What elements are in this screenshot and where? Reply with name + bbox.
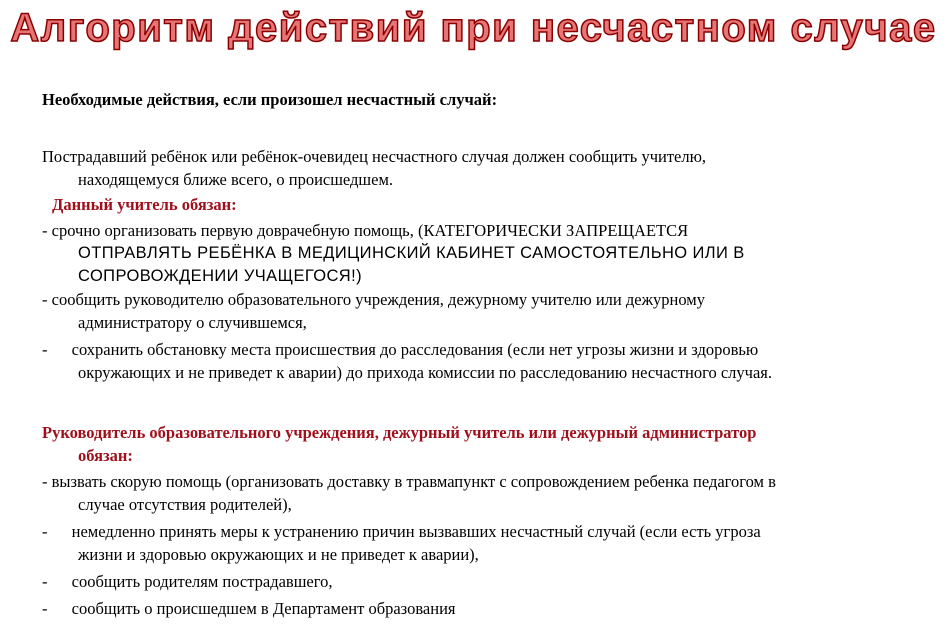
teacher-duty-1-line3: СОПРОВОЖДЕНИИ УЧАЩЕГОСЯ!) (78, 267, 362, 285)
teacher-heading-text: Данный учитель обязан: (52, 195, 237, 214)
head-duty-1-line1: вызвать скорую помощь (организовать доставку в травмапункт с сопровождением ребенка педагогом в (51, 472, 776, 491)
report-rule-line1: Пострадавший ребёнок или ребёнок-очевидец несчастного случая должен сообщить учителю, (42, 147, 707, 166)
head-duty-item (42, 520, 922, 566)
teacher-duty-1-line2: ОТПРАВЛЯТЬ РЕБЁНКА В МЕДИЦИНСКИЙ КАБИНЕТ САМОСТОЯТЕЛЬНО ИЛИ В (78, 244, 745, 262)
head-duty-4-line1: сообщить о происшедшем в Департамент образования (71, 599, 456, 618)
intro-heading-text: Необходимые действия, если произошел несчастный случай: (42, 90, 498, 109)
head-duty-3-line1: сообщить родителям пострадавшего, (71, 572, 333, 591)
head-duty-item (42, 570, 922, 593)
list-dash: - (42, 572, 48, 591)
head-duty-2-line2: жизни и здоровью окружающих и не приведет к аварии), (78, 545, 479, 564)
list-dash: - (42, 340, 48, 359)
head-heading-line1: Руководитель образовательного учреждения, дежурный учитель или дежурный администратор (42, 423, 757, 442)
teacher-duty-item (42, 288, 922, 334)
head-duty-item (42, 597, 922, 620)
teacher-duties-list (42, 219, 922, 384)
slide-title: Алгоритм действий при несчастном случае (10, 6, 937, 50)
teacher-duty-3-line2: окружающих и не приведет к аварии) до прихода комиссии по расследованию несчастного случая. (78, 363, 773, 382)
teacher-duty-2-line1: сообщить руководителю образовательного учреждения, дежурному учителю или дежурному (51, 290, 705, 309)
list-dash: - (42, 290, 48, 309)
teacher-duty-item (42, 338, 922, 384)
teacher-duty-item (42, 219, 922, 288)
report-rule (42, 145, 922, 191)
head-duty-2-line1: немедленно принять меры к устранению причин вызвавших несчастный случай (если есть угроза (71, 522, 761, 541)
list-dash: - (42, 472, 48, 491)
head-heading-line2: обязан: (78, 446, 133, 465)
teacher-section-heading (42, 193, 922, 216)
head-section-heading (42, 421, 922, 467)
list-dash: - (42, 221, 48, 240)
teacher-duty-2-line2: администратору о случившемся, (78, 313, 307, 332)
teacher-duty-1-line1: срочно организовать первую доврачебную помощь, (КАТЕГОРИЧЕСКИ ЗАПРЕЩАЕТСЯ (51, 221, 689, 240)
teacher-duty-3-line1: сохранить обстановку места происшествия до расследования (если нет угрозы жизни и здоровью (71, 340, 759, 359)
list-dash: - (42, 522, 48, 541)
intro-heading (42, 88, 922, 111)
head-duty-item (42, 470, 922, 516)
report-rule-line2: находящемуся ближе всего, о происшедшем. (78, 170, 394, 189)
list-dash: - (42, 599, 48, 618)
head-duties-list (42, 470, 922, 620)
head-duty-1-line2: случае отсутствия родителей), (78, 495, 292, 514)
